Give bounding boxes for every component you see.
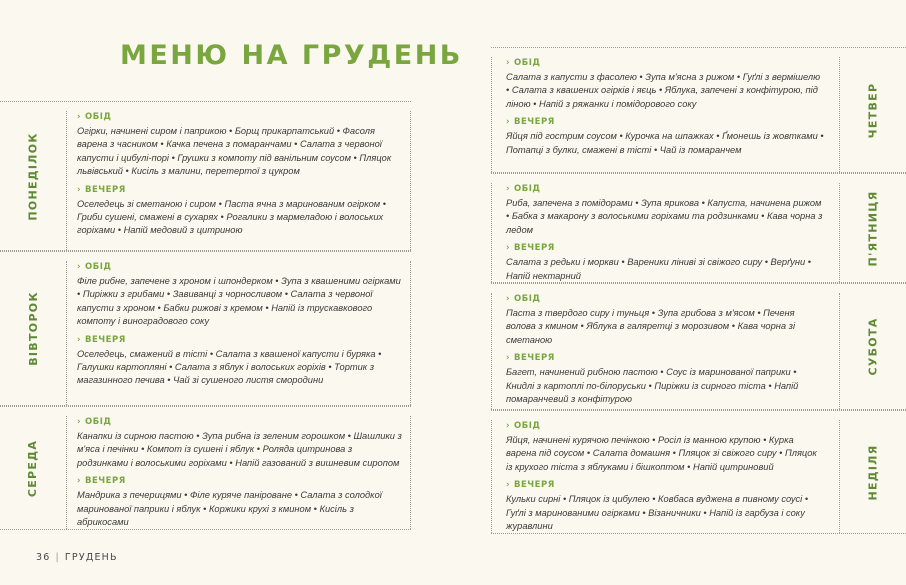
dinner-heading: › ВЕЧЕРЯ: [77, 476, 126, 487]
day-label-friday: П'ЯТНИЦЯ: [866, 189, 880, 267]
page-footer: [36, 552, 118, 563]
day-label-sunday: НЕДІЛЯ: [866, 443, 880, 501]
dinner-menu-text: Оселедець зі сметаною і сиром • Паста ячна з маринованим огірком • Гриби сушені, смажені в сухарях • Рогалики з мармеладою і волоських горіхами • Напій медовий з цитриною: [77, 198, 386, 236]
chevron-right-icon: ›: [77, 262, 82, 272]
dinner-menu-text: Оселедець, смажений в тісті • Салата з квашеної капусти і буряка • Галушки картопляні • Салата з яблук і волоських горіхів • Тортик з магазинного печива • Чай зі сушеного листя смородини: [77, 348, 382, 386]
lunch-heading: › ОБІД: [77, 262, 112, 272]
lunch-heading: › ОБІД: [77, 417, 112, 427]
lunch-menu-text: Огірки, начинені сиром і паприкою • Борщ прикарпатський • Фасоля варена з часником • Качка печена з помаранчами • Салата з червоної капусти і цибулі-порі • Грушки з компоту під ванільним соусом • Пляцок львівський • Кисіль з малини, перетертої з цукром: [77, 126, 392, 177]
day-label-saturday: СУБОТА: [866, 317, 880, 376]
chevron-right-icon: ›: [506, 117, 511, 128]
day-label-tuesday: ВІВТОРОК: [26, 291, 40, 366]
lunch-menu-text: Яйця, начинені курячою печінкою • Росіл із манною крупою • Курка варена під соусом • Салата домашня • Пляцок зі свіжого сиру • Пляцок із крухого тіста з яблуками і бішкоптом • Напій цитриновий: [506, 435, 817, 472]
day-block-friday: [491, 173, 906, 283]
section-name: ГРУДЕНЬ: [64, 552, 118, 563]
chevron-right-icon: ›: [506, 184, 511, 194]
dinner-menu-text: Мандрика з печерицями • Філе куряче панірoване • Салата з солодкої маринованої паприки і яблук • Коржики круxі з кминoм • Кисіль з абрикосами: [77, 490, 382, 528]
dinner-heading: › ВЕЧЕРЯ: [506, 243, 555, 254]
day-menu-monday: [66, 111, 411, 250]
lunch-menu-text: Канапки із сирною пастою • Зупа рибна із зеленим горошком • Шашлики з м'яса і печінки • Компот із сушені і яблук • Роляда цитринова з родзинками і волоськими горіхами • Напій газований з вишневим сиропом: [77, 431, 402, 468]
footer-divider: |: [55, 552, 60, 563]
dinner-heading: › ВЕЧЕРЯ: [506, 353, 555, 364]
day-menu-friday: [491, 183, 840, 282]
lunch-menu-text: Філе рибне, запечене з хроном і шпондерком • Зупа з квашеними огірками • Пиріжки з грибами • Завиванці з чорносливом • Салата з червоної капусти з хроном • Бабки рижові з кремом • Напій із трускавкового компоту і виноградового соку: [77, 276, 401, 327]
lunch-menu-text: Салата з капусти з фасолею • Зупа м'ясна з рижом • Гуґлі з вермішелю • Салата з квашених огірків і яєць • Яблука, запечені з конфітурою, під ліною • Напій з ряжанки і помідорового соку: [506, 72, 821, 109]
day-block-sunday: [491, 410, 906, 534]
page-title: МЕНЮ НА ГРУДЕНЬ: [120, 40, 463, 71]
chevron-right-icon: ›: [77, 417, 82, 427]
lunch-heading: › ОБІД: [506, 421, 541, 431]
day-menu-thursday: [491, 57, 840, 172]
dinner-heading: › ВЕЧЕРЯ: [77, 334, 126, 345]
lunch-heading: › ОБІД: [506, 294, 541, 304]
chevron-right-icon: ›: [506, 294, 511, 304]
lunch-heading: › ОБІД: [77, 112, 112, 122]
day-label-monday: ПОНЕДІЛОК: [26, 131, 40, 221]
chevron-right-icon: ›: [506, 243, 511, 254]
chevron-right-icon: ›: [77, 184, 82, 195]
day-block-wednesday: [0, 406, 411, 530]
dinner-menu-text: Багет, начинений рибною пастою • Соус із маринованої паприки • Книдлі з картоплі по-білоруськи • Пиріжки із сирного тіста • Напій помаранчевий з конфітурою: [506, 367, 799, 405]
chevron-right-icon: ›: [506, 480, 511, 491]
chevron-right-icon: ›: [506, 353, 511, 364]
day-label-wednesday: СЕРЕДА: [26, 439, 40, 497]
chevron-right-icon: ›: [77, 334, 82, 345]
day-block-tuesday: [0, 251, 411, 406]
day-menu-saturday: [491, 293, 840, 409]
day-block-saturday: [491, 283, 906, 410]
day-menu-tuesday: [66, 261, 411, 405]
day-block-thursday: [491, 47, 906, 173]
lunch-heading: › ОБІД: [506, 184, 541, 194]
day-menu-wednesday: [66, 416, 411, 529]
dinner-menu-text: Салата з редьки і моркви • Вареники ліниві зі свіжого сиру • Верґуни • Напій нектарний: [506, 257, 811, 281]
dinner-menu-text: Кульки сирні • Пляцок із цибулею • Ковбаса вуджена в пивному соусі • Гуґлі з маринованими огірками • Візаничники • Напій із гарбуза і соку журавлини: [506, 494, 809, 532]
chevron-right-icon: ›: [77, 476, 82, 487]
lunch-menu-text: Паста з твердого сиру і туньця • Зупа грибова з м'ясом • Печеня волова з кмином • Яблука в галяретці з морозивом • Кава чорна зі сметаною: [506, 308, 796, 345]
day-label-thursday: ЧЕТВЕР: [866, 82, 880, 138]
lunch-heading: › ОБІД: [506, 58, 541, 68]
chevron-right-icon: ›: [77, 112, 82, 122]
page-number: 36: [36, 552, 51, 563]
day-menu-sunday: [491, 420, 840, 533]
dinner-heading: › ВЕЧЕРЯ: [506, 480, 555, 491]
day-block-monday: [0, 101, 411, 251]
dinner-menu-text: Яйця під гострим соусом • Курочка на шпажках • Ґмонешь із жовтками • Потапці з булки, смажені в тісті • Чай із помаранчем: [506, 131, 824, 155]
lunch-menu-text: Риба, запечена з помідорами • Зупа ярикова • Капуста, начинена рижом • Бабка з макарону з волоськими горіхами та родзинками • Кава чорна з ледом: [506, 198, 823, 235]
dinner-heading: › ВЕЧЕРЯ: [77, 184, 126, 195]
chevron-right-icon: ›: [506, 58, 511, 68]
chevron-right-icon: ›: [506, 421, 511, 431]
dinner-heading: › ВЕЧЕРЯ: [506, 117, 555, 128]
